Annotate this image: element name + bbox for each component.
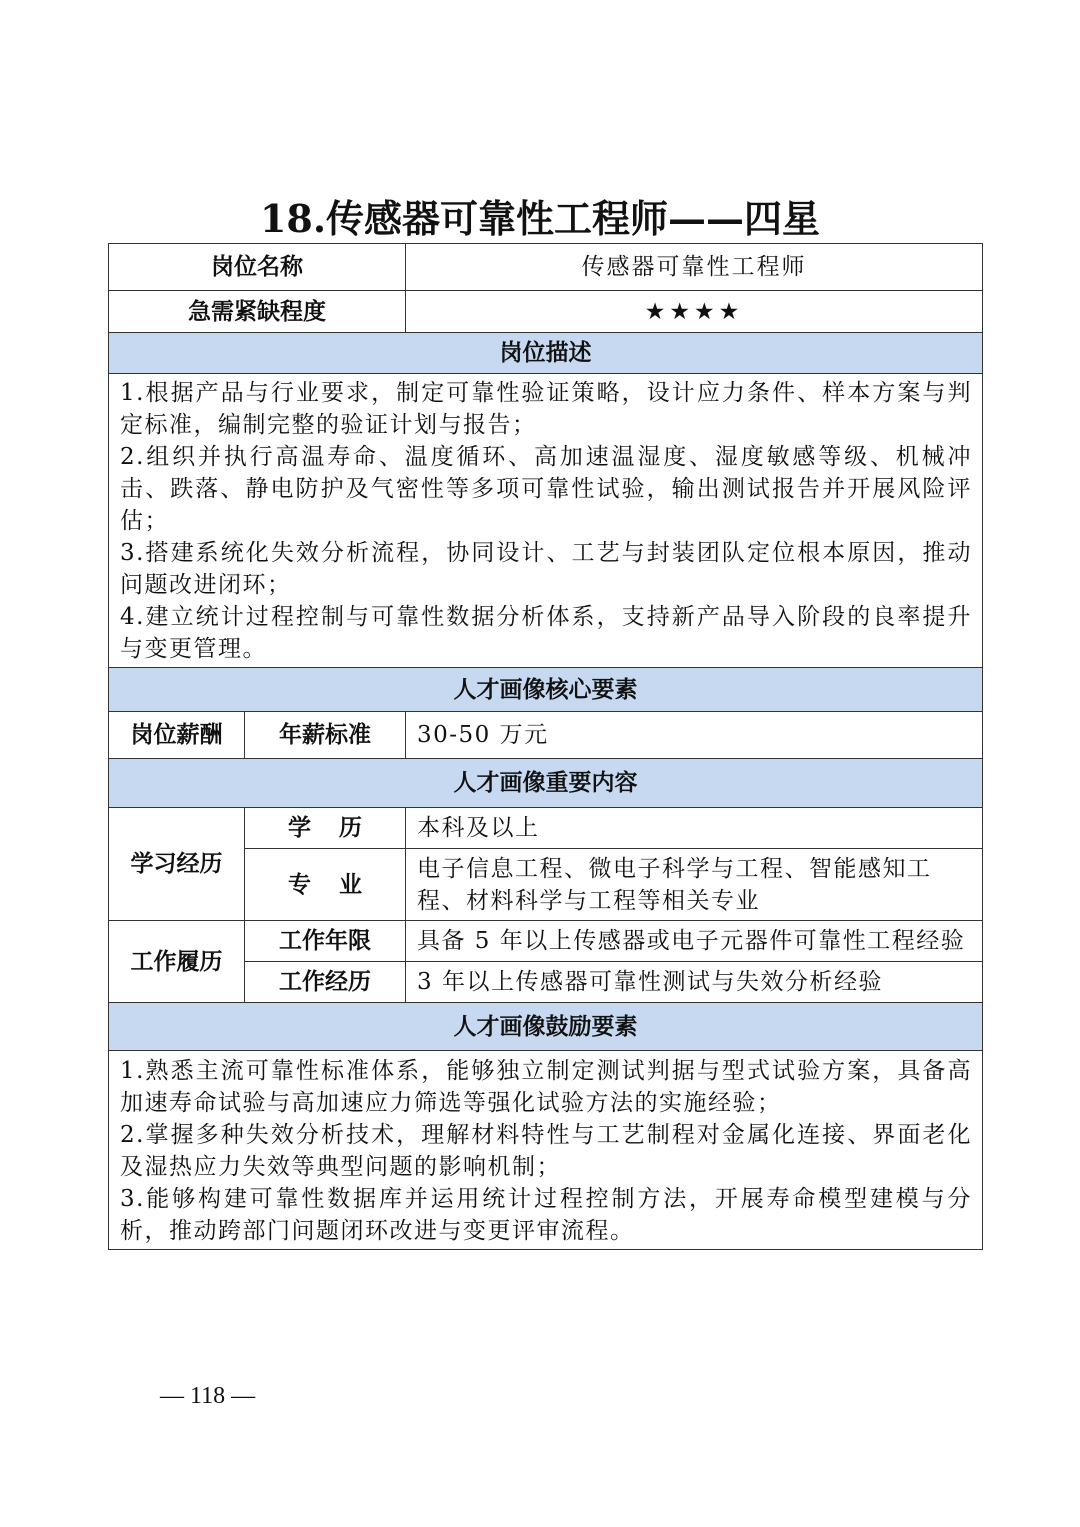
salary-label: 岗位薪酬: [109, 712, 245, 759]
job-description-item: 3.搭建系统化失效分析流程，协同设计、工艺与封装团队定位根本原因，推动问题改进闭环；: [120, 540, 972, 598]
annual-salary-value: 30-50 万元: [406, 712, 983, 759]
salary-row: [109, 712, 983, 759]
job-description-item: 2.组织并执行高温寿命、温度循环、高加速温湿度、湿度敏感等级、机械冲击、跌落、静电防护及气密性等多项可靠性试验，输出测试报告并开展风险评估；: [120, 444, 972, 534]
work-years-value: 具备 5 年以上传感器或电子元器件可靠性工程经验: [406, 921, 983, 962]
job-description-item: 4.建立统计过程控制与可靠性数据分析体系，支持新产品导入阶段的良率提升与变更管理。: [120, 604, 972, 662]
job-description-list: [109, 374, 983, 668]
encourage-row: [109, 1051, 983, 1250]
encourage-header: 人才画像鼓励要素: [109, 1003, 983, 1051]
work-years-row: [109, 921, 983, 962]
page-title: 18.传感器可靠性工程师——四星: [259, 196, 821, 241]
important-header-row: [109, 759, 983, 808]
encourage-item: 1.熟悉主流可靠性标准体系，能够独立制定测试判据与型式试验方案，具备高加速寿命试验与高加速应力筛选等强化试验方法的实施经验；: [120, 1057, 972, 1116]
encourage-item: 3.能够构建可靠性数据库并运用统计过程控制方法，开展寿命模型建模与分析，推动跨部门问题闭环改进与变更评审流程。: [120, 1185, 972, 1244]
study-label: 学习经历: [109, 808, 245, 921]
encourage-list: [109, 1051, 983, 1250]
encourage-item: 2.掌握多种失效分析技术，理解材料特性与工艺制程对金属化连接、界面老化及湿热应力失效等典型问题的影响机制；: [120, 1121, 972, 1180]
education-value: 本科及以上: [406, 808, 983, 849]
job-table: [108, 243, 983, 1250]
position-name-label: 岗位名称: [109, 244, 406, 291]
core-header-row: [109, 668, 983, 712]
education-row: [109, 808, 983, 849]
work-exp-label: 工作经历: [245, 962, 406, 1003]
urgency-label: 急需紧缺程度: [109, 291, 406, 333]
work-label: 工作履历: [109, 921, 245, 1003]
job-description-header: 岗位描述: [109, 333, 983, 374]
position-name-value: 传感器可靠性工程师: [406, 244, 983, 291]
position-name-row: [109, 244, 983, 291]
annual-salary-label: 年薪标准: [245, 712, 406, 759]
education-label: 学历: [245, 808, 406, 849]
work-exp-value: 3 年以上传感器可靠性测试与失效分析经验: [406, 962, 983, 1003]
major-value: 电子信息工程、微电子科学与工程、智能感知工程、材料科学与工程等相关专业: [406, 849, 983, 921]
job-description-header-row: [109, 333, 983, 374]
job-description-row: [109, 374, 983, 668]
page-number: — 118 —: [160, 1383, 256, 1409]
important-header: 人才画像重要内容: [109, 759, 983, 808]
urgency-row: [109, 291, 983, 333]
major-label: 专业: [245, 849, 406, 921]
urgency-stars: ★★★★: [406, 291, 983, 333]
encourage-header-row: [109, 1003, 983, 1051]
work-years-label: 工作年限: [245, 921, 406, 962]
core-header: 人才画像核心要素: [109, 668, 983, 712]
job-description-item: 1.根据产品与行业要求，制定可靠性验证策略，设计应力条件、样本方案与判定标准，编制完整的验证计划与报告；: [120, 380, 972, 438]
